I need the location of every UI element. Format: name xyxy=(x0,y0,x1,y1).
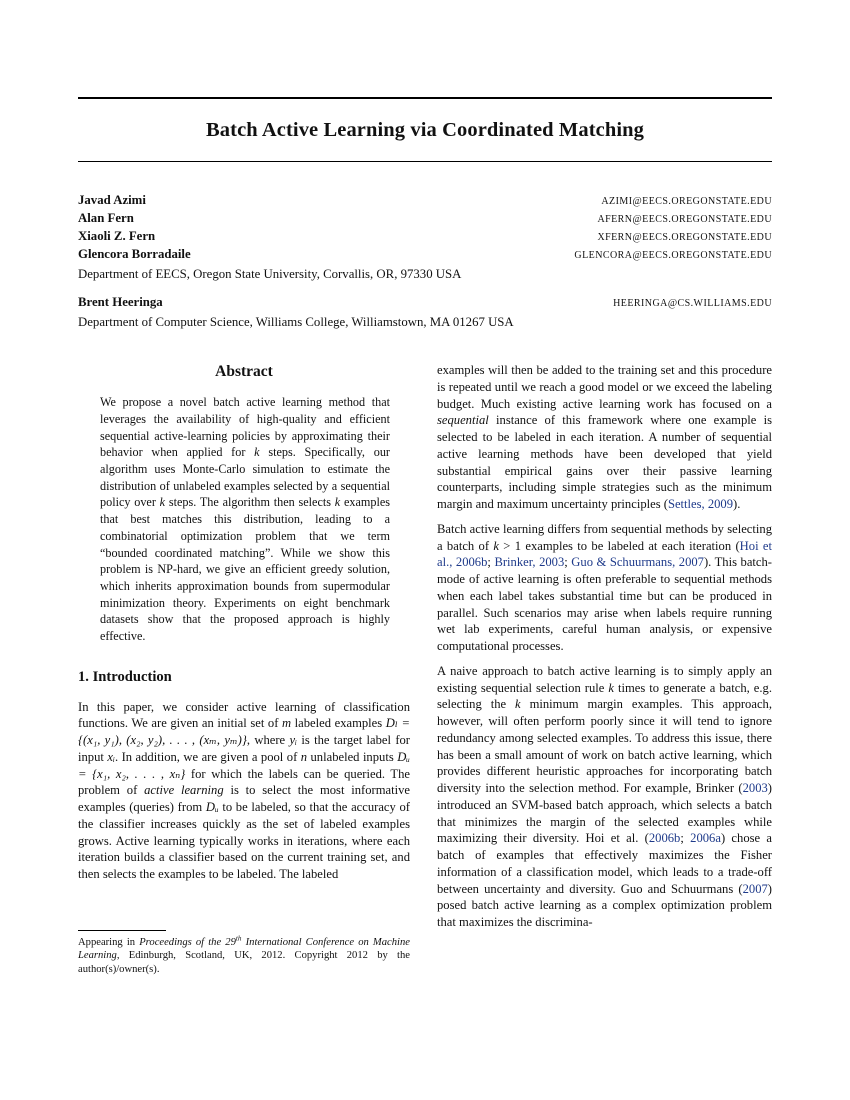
left-column xyxy=(78,362,410,989)
section-heading-introduction: 1. Introduction xyxy=(78,668,172,685)
citation-link[interactable]: 2006b xyxy=(648,831,681,846)
author-name: Alan Fern xyxy=(78,211,134,226)
body-paragraph-2: Batch active learning differs from sequential methods by selecting a batch of k > 1 examples to be labeled at each iteration (Hoi et al., 2006b; Brinker, 2003; Guo & Schuurmans, 2007). This batch-mode of active learning is often preferable to sequential methods when each label takes substantial time but can be produced in parallel. Such scenarios may arise when labels require running wet lab experiments, careful human analysis, or expensive computational processes. xyxy=(437,521,772,654)
right-column xyxy=(437,362,772,989)
author-row xyxy=(78,294,772,312)
abstract-heading: Abstract xyxy=(215,363,273,381)
footnote-rule xyxy=(78,930,166,931)
author-email: AFERN@EECS.OREGONSTATE.EDU xyxy=(597,214,772,226)
author-email: GLENCORA@EECS.OREGONSTATE.EDU xyxy=(574,250,772,262)
author-name: Xiaoli Z. Fern xyxy=(78,229,156,244)
body-paragraph-1: examples will then be added to the training set and this procedure is repeated until we reach a good model or we exceed the labeling budget. Much existing active learning work has focused on a sequential instance of this framework where one example is selected to be labeled in each iteration. A number of sequential active learning methods have been developed that yield substantial empirical gains over their passive learning counterparts, including simple strategies such as the minimum margin and maximum uncertainty principles (Settles, 2009). xyxy=(437,363,772,512)
introduction-paragraph: In this paper, we consider active learning of classification functions. We are given an initial set of m labeled examples Dₗ = {(x₁, y₁), (x₂, y₂), . . . , (xₘ, yₘ)}, where yᵢ is the target label for input xᵢ. In addition, we are given a pool of n unlabeled inputs Dᵤ = {x₁, x₂, . . . , xₙ} for which the labels can be queried. The problem of active learning is to select the most informative examples (queries) from Dᵤ to be labeled, so that the accuracy of the classifier increases quickly as the set of labeled examples grows. Active learning typically works in iterations, where each iteration builds a classifier based on the current training set, and then selects the examples to be labeled. The labeled xyxy=(78,699,411,882)
title-rule xyxy=(78,161,772,163)
body-paragraph-3: A naive approach to batch active learning is to simply apply an existing sequential selection rule k times to generate a batch, e.g. selecting the k minimum margin examples. This approach, however, will often perform poorly since it will tend to ignore redundancy among selected examples. To address this issue, there has been a small amount of work on batch active learning, which provides different heuristic approaches for incorporating batch diversity into the selection method. For example, Brinker (2003) introduced an SVM-based batch approach, which selects a batch that minimizes the margin of the selected examples while maximizing their diversity. Hoi et al. (2006b; 2006a) chose a batch of examples that effectively maximizes the Fisher information of a classification model, which leads to a trade-off between uncertainty and diversity. Guo and Schuurmans (2007) posed batch active learning as a complex optimization problem that maximizes the discrimina- xyxy=(437,663,772,930)
citation-link[interactable]: Hoi et al., 2006b xyxy=(437,538,772,570)
author-email: HEERINGA@CS.WILLIAMS.EDU xyxy=(613,298,772,310)
citation-link[interactable]: Brinker, 2003 xyxy=(494,555,565,570)
two-column-body xyxy=(78,362,772,989)
abstract-text: We propose a novel batch active learning method that leverages the availability of high-quality and efficient sequential active-learning policies by approximating their behavior when applied for k steps. Specifically, our algorithm uses Monte-Carlo simulation to estimate the distribution of unlabeled examples selected by a sequential policy over k steps. The algorithm then selects k examples that best matches this distribution, leading to a combinatorial optimization problem that we term “bounded coordinated matching”. While we show this problem is NP-hard, we give an efficient greedy solution, which inherits approximation bounds from supermodular minimization theory. Experiments on eight benchmark datasets show that the proposed approach is highly effective. xyxy=(100,395,390,644)
author-name: Brent Heeringa xyxy=(78,295,163,310)
author-block-williams xyxy=(78,294,772,331)
author-name: Glencora Borradaile xyxy=(78,247,191,262)
affiliation: Department of Computer Science, Williams College, Williamstown, MA 01267 USA xyxy=(78,315,514,330)
citation-link[interactable]: 2003 xyxy=(742,781,768,796)
paper-title: Batch Active Learning via Coordinated Matching xyxy=(206,118,644,141)
author-row xyxy=(78,210,772,228)
affiliation: Department of EECS, Oregon State University, Corvallis, OR, 97330 USA xyxy=(78,267,462,282)
citation-link[interactable]: Settles, 2009 xyxy=(667,497,734,512)
citation-link[interactable]: 2006a xyxy=(690,831,721,846)
author-block-oregon xyxy=(78,192,772,283)
citation-link[interactable]: Guo & Schuurmans, 2007 xyxy=(571,555,704,570)
author-row xyxy=(78,228,772,246)
author-email: XFERN@EECS.OREGONSTATE.EDU xyxy=(597,232,772,244)
author-name: Javad Azimi xyxy=(78,193,146,208)
author-row xyxy=(78,246,772,264)
footnote xyxy=(78,930,410,989)
author-row xyxy=(78,192,772,210)
author-email: AZIMI@EECS.OREGONSTATE.EDU xyxy=(601,196,772,208)
top-rule xyxy=(78,97,772,99)
footnote-text: Appearing in Proceedings of the 29th International Conference on Machine Learning, Edinburgh, Scotland, UK, 2012. Copyright 2012 by the author(s)/owner(s). xyxy=(78,934,410,975)
citation-link[interactable]: 2007 xyxy=(742,881,768,896)
